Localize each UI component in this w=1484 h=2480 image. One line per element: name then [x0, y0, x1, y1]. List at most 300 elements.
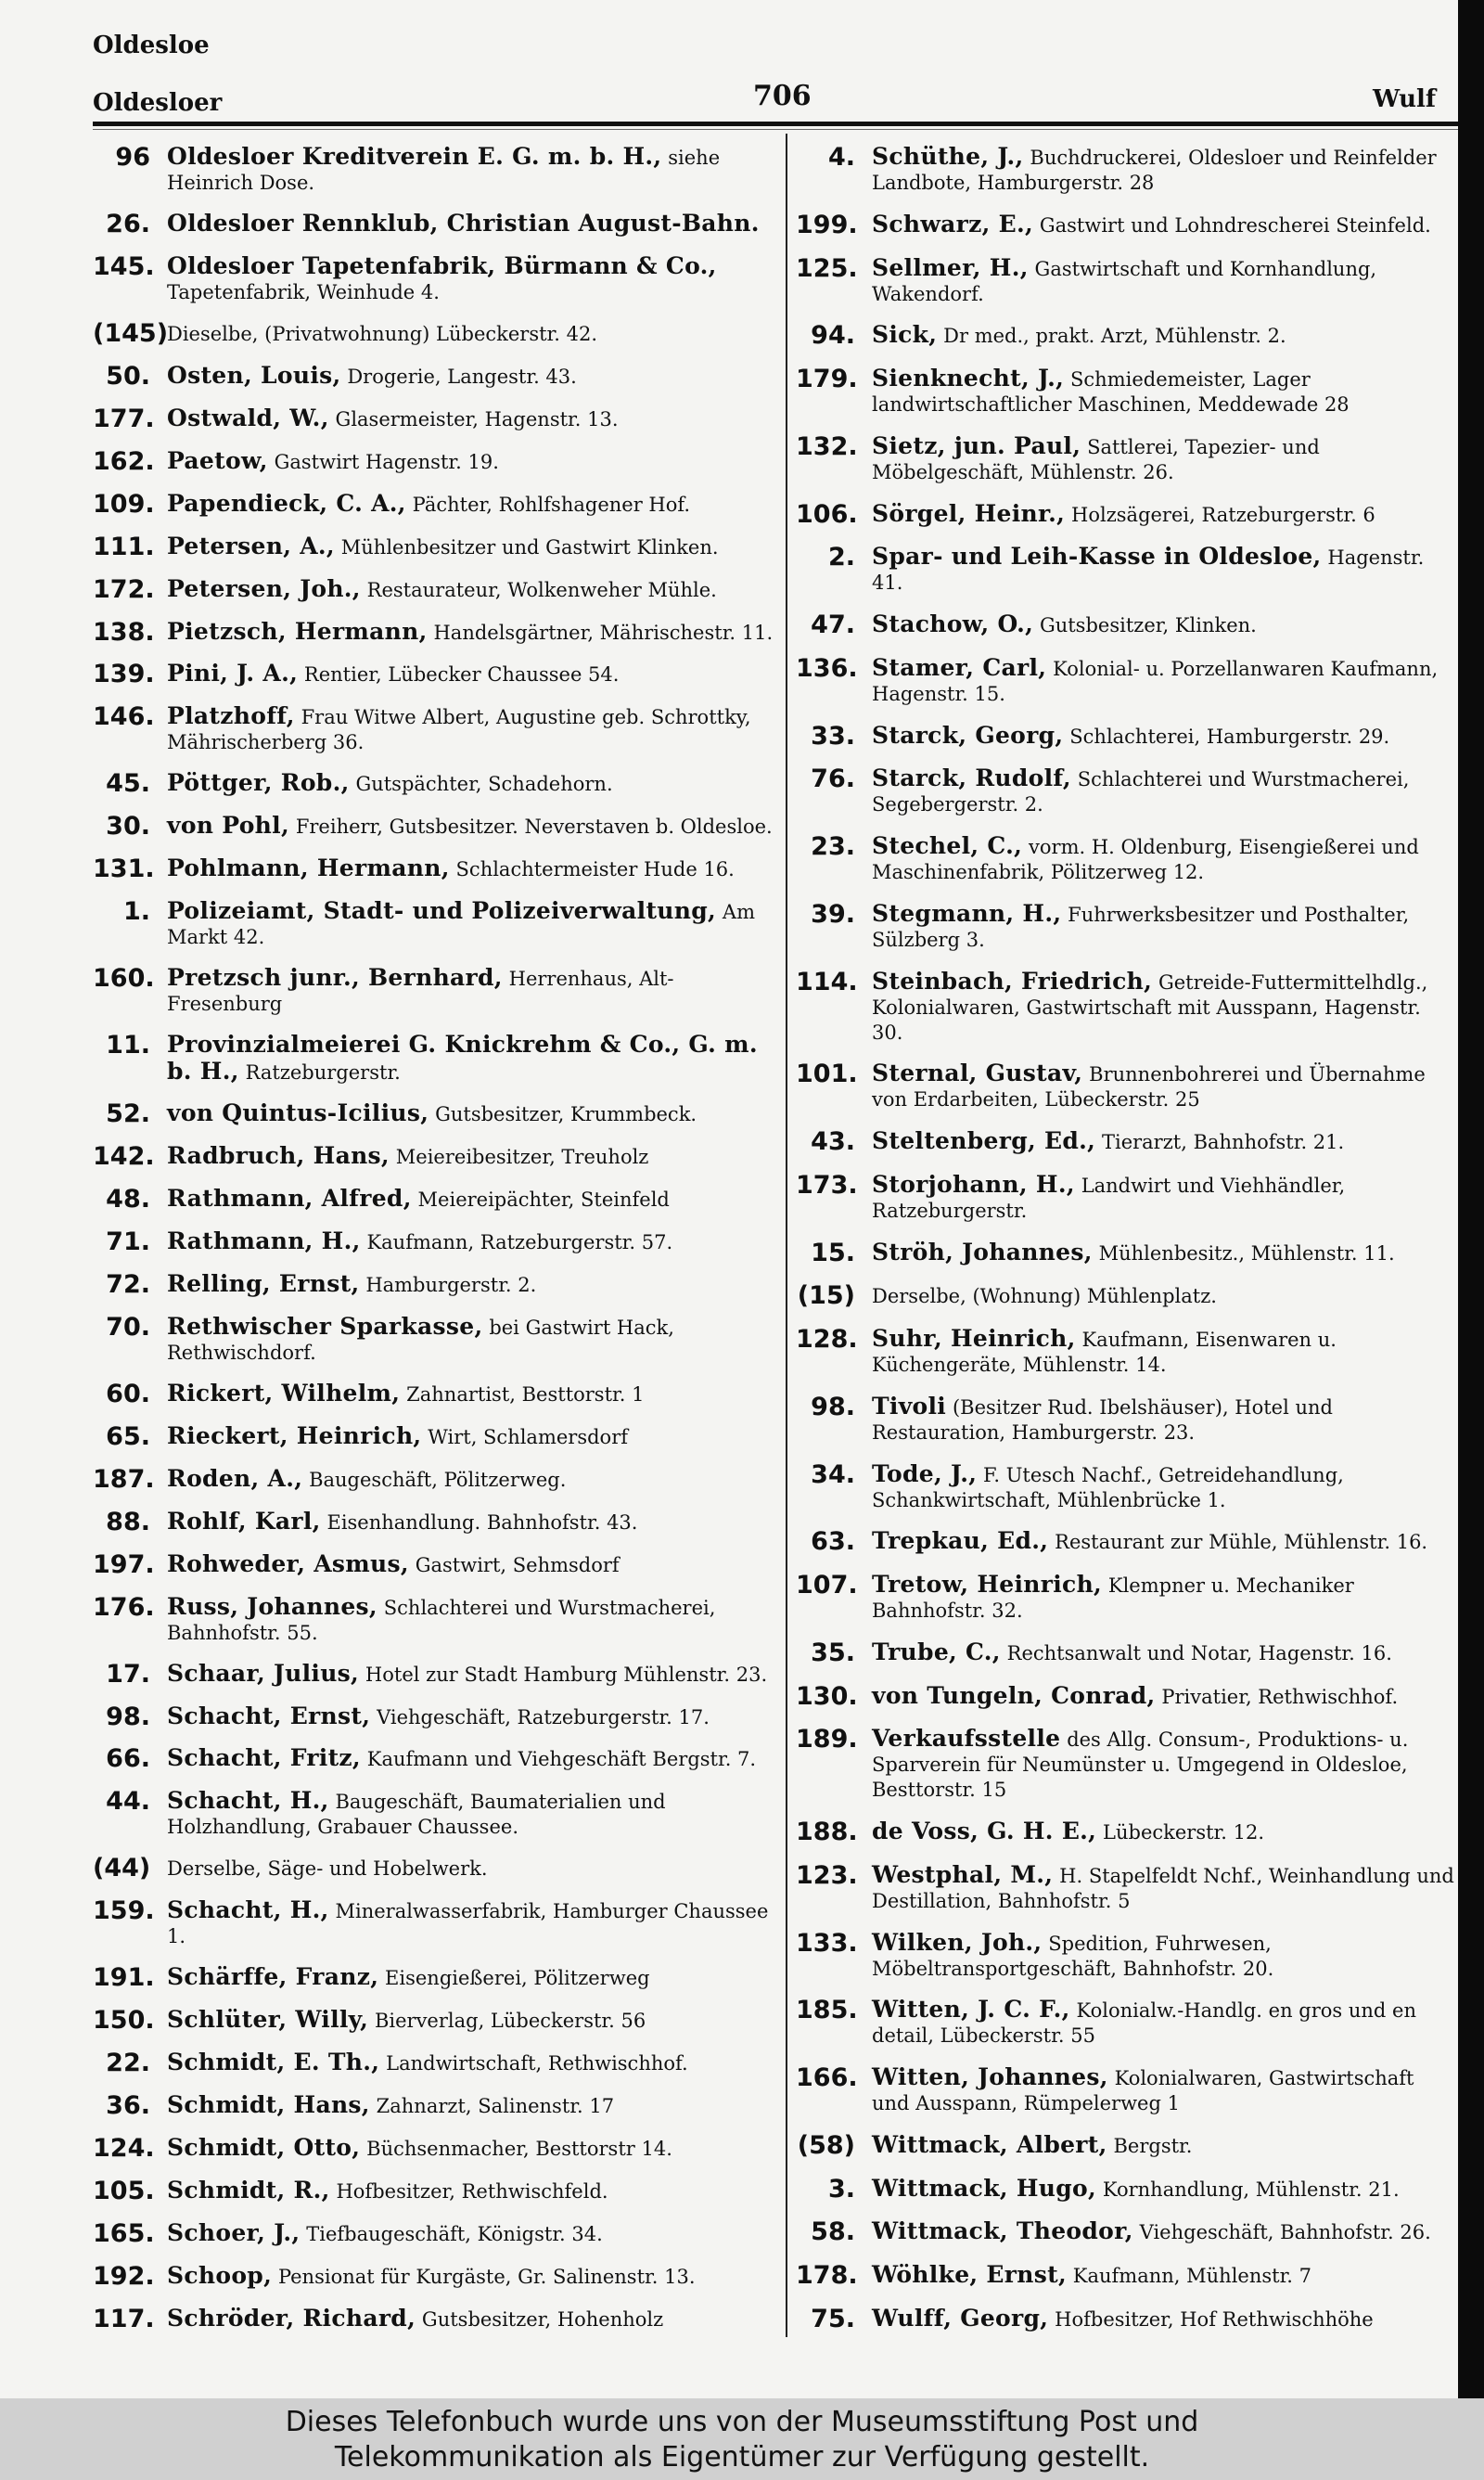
directory-entry — [796, 1639, 1456, 1667]
entry-phone-number: 197. — [93, 1549, 155, 1579]
entry-name: Schüthe, J., — [872, 143, 1024, 170]
entry-name: Stachow, O., — [872, 610, 1034, 637]
entry-name: Rieckert, Heinrich, — [167, 1421, 422, 1449]
directory-entry — [93, 2220, 779, 2248]
entry-phone-number: 30. — [106, 812, 150, 842]
entry-text — [872, 1326, 1456, 1378]
entry-description: Kolonialwaren, Gastwirtschaft und Ausspann, Rümpelerweg 1 — [872, 2067, 1414, 2114]
entry-text — [167, 2050, 779, 2076]
entry-text — [167, 2007, 779, 2034]
entry-name: Platzhoff, — [167, 702, 295, 730]
directory-entry — [93, 1788, 779, 1840]
entry-text — [872, 1128, 1456, 1155]
entry-name: Storjohann, H., — [872, 1170, 1075, 1198]
entry-name: Pietzsch, Hermann, — [167, 617, 428, 645]
entry-description: Wirt, Schlamersdorf — [428, 1425, 629, 1448]
directory-entry — [93, 1964, 779, 1992]
entry-description: Drogerie, Langestr. 43. — [347, 365, 577, 388]
entry-name: Wilken, Joh., — [872, 1928, 1043, 1956]
entry-name: Oldesloer Kreditverein E. G. m. b. H., — [167, 143, 662, 170]
scan-edge — [1458, 0, 1484, 2398]
entry-description: Meiereibesitzer, Treuholz — [395, 1146, 649, 1169]
entry-description: Freiherr, Gutsbesitzer. Neverstaven b. Oldesloe. — [295, 816, 773, 839]
entry-description: Gutsbesitzer, Hohenholz — [421, 2307, 664, 2331]
entry-name: Wöhlke, Ernst, — [872, 2261, 1067, 2288]
entry-name: Tretow, Heinrich, — [872, 1571, 1103, 1598]
entry-name: Pöttger, Rob., — [167, 769, 350, 797]
directory-entry — [796, 723, 1456, 751]
running-head-right: Wulf — [1373, 85, 1437, 113]
entry-description: Privatier, Rethwischhof. — [1161, 1685, 1399, 1708]
entry-name: de Voss, G. H. E., — [872, 1818, 1097, 1844]
entry-name: Steltenberg, Ed., — [872, 1127, 1096, 1154]
entry-phone-number: 187. — [93, 1464, 155, 1494]
entry-text — [167, 576, 779, 603]
entry-description: Kornhandlung, Mühlenstr. 21. — [1102, 2178, 1400, 2201]
entry-description: Tiefbaugeschäft, Königstr. 34. — [306, 2222, 603, 2245]
entry-text — [167, 1381, 779, 1407]
entry-phone-number: 88. — [106, 1507, 150, 1536]
entry-text — [167, 1964, 779, 1991]
entry-name: Sörgel, Heinr., — [872, 499, 1066, 527]
entry-description: vorm. H. Oldenburg, Eisengießerei und Maschinenfabrik, Pölitzerweg 12. — [872, 836, 1419, 883]
entry-text — [872, 1818, 1456, 1845]
entry-text — [872, 969, 1456, 1046]
entry-name: Osten, Louis, — [167, 361, 341, 389]
attribution-footer — [0, 2398, 1484, 2480]
directory-entry — [93, 1100, 779, 1128]
entry-name: Ostwald, W., — [167, 404, 329, 431]
directory-entry — [796, 1461, 1456, 1513]
entry-phone-number: 70. — [106, 1312, 150, 1342]
entry-text — [167, 533, 779, 560]
entry-description: bei Gastwirt Hack, Rethwischdorf. — [167, 1316, 674, 1364]
directory-entry — [93, 1271, 779, 1299]
entry-phone-number: 98. — [106, 1702, 150, 1731]
entry-description: Kaufmann, Mühlenstr. 7 — [1072, 2265, 1312, 2287]
entry-name: Sietz, jun. Paul, — [872, 431, 1081, 459]
entry-text — [167, 320, 779, 347]
entry-description: Lübeckerstr. 12. — [1103, 1821, 1265, 1844]
entry-description: Mineralwasserfabrik, Hamburger Chaussee 1. — [167, 1900, 769, 1948]
directory-entry — [93, 2135, 779, 2163]
entry-phone-number: 106. — [796, 499, 858, 529]
entry-description: Eisenhandlung. Bahnhofstr. 43. — [326, 1510, 638, 1534]
entry-phone-number: 179. — [796, 365, 858, 393]
entry-description: Fuhrwerksbesitzer und Posthalter, Sülzberg 3. — [872, 903, 1410, 951]
entry-description: F. Utesch Nachf., Getreidehandlung, Schankwirtschaft, Mühlenbrücke 1. — [872, 1463, 1344, 1511]
entry-phone-number: 128. — [796, 1325, 858, 1354]
entry-phone-number: 162. — [93, 446, 155, 476]
directory-entry — [796, 1930, 1456, 1982]
directory-entry — [93, 144, 779, 196]
entry-description: Büchsenmacher, Besttorstr 14. — [366, 2138, 672, 2161]
directory-entry — [93, 855, 779, 883]
running-head-left: Oldesloer — [93, 89, 223, 117]
entry-text — [872, 901, 1456, 953]
entry-description: Buchdruckerei, Oldesloer und Reinfelder Landbote, Hamburgerstr. 28 — [872, 147, 1437, 194]
entry-description: Gutsbesitzer, Klinken. — [1039, 614, 1257, 636]
directory-entry — [93, 1466, 779, 1494]
entry-phone-number: 50. — [106, 361, 150, 391]
entry-name: Sienknecht, J., — [872, 365, 1065, 392]
entry-name: von Quintus-Icilius, — [167, 1099, 429, 1127]
entry-text — [167, 661, 779, 687]
entry-description: Sattlerei, Tapezier- und Möbelgeschäft, Mühlenstr. 26. — [872, 435, 1320, 483]
entry-text — [167, 1661, 779, 1688]
directory-entry — [93, 253, 779, 305]
entry-description: Kolonial- u. Porzellanwaren Kaufmann, Hagenstr. 15. — [872, 657, 1439, 705]
entry-text — [167, 813, 779, 840]
entry-name: Schröder, Richard, — [167, 2304, 416, 2332]
directory-entry — [93, 1855, 779, 1882]
entry-phone-number: 71. — [106, 1227, 150, 1256]
entry-phone-number: 76. — [811, 765, 855, 794]
entry-text — [167, 1551, 779, 1578]
entry-description: Restaurant zur Mühle, Mühlenstr. 16. — [1055, 1531, 1428, 1554]
directory-entry — [796, 611, 1456, 639]
entry-phone-number: 47. — [811, 610, 855, 639]
entry-description: Schmiedemeister, Lager landwirtschaftlicher Maschinen, Meddewade 28 — [872, 368, 1350, 416]
entry-phone-number: 34. — [811, 1459, 855, 1489]
entry-name: Relling, Ernst, — [167, 1269, 360, 1297]
entry-text — [872, 2218, 1456, 2245]
entry-text — [167, 898, 779, 950]
entry-phone-number: 178. — [796, 2261, 858, 2290]
entry-phone-number: (44) — [93, 1854, 151, 1883]
entry-text — [872, 1572, 1456, 1624]
left-column — [93, 144, 779, 2333]
entry-text — [167, 1509, 779, 1536]
entry-text — [167, 253, 779, 305]
entry-phone-number: 130. — [796, 1681, 858, 1711]
directory-entry — [796, 901, 1456, 953]
directory-entry — [796, 1818, 1456, 1846]
entry-phone-number: 48. — [106, 1185, 150, 1214]
entry-description: Klempner u. Mechaniker Bahnhofstr. 32. — [872, 1574, 1354, 1622]
entry-phone-number: 2. — [827, 543, 855, 572]
entry-text — [872, 1282, 1456, 1309]
entry-text — [167, 1100, 779, 1127]
directory-entry — [93, 703, 779, 755]
directory-entry — [93, 2263, 779, 2291]
entry-phone-number: 114. — [796, 967, 858, 996]
entry-text — [167, 1314, 779, 1366]
entry-description: Kaufmann, Eisenwaren u. Küchengeräte, Mühlenstr. 14. — [872, 1329, 1337, 1376]
entry-description: Kolonialw.-Handlg. en gros und en detail, Lübeckerstr. 55 — [872, 1999, 1416, 2048]
entry-phone-number: 139. — [93, 660, 155, 689]
directory-entry — [93, 2007, 779, 2035]
entry-name: Trube, C., — [872, 1638, 1001, 1665]
entry-text — [872, 2306, 1456, 2332]
entry-name: Sternal, Gustav, — [872, 1060, 1083, 1087]
entry-text — [167, 363, 779, 390]
directory-entry — [93, 770, 779, 798]
entry-phone-number: 176. — [93, 1592, 155, 1622]
entry-phone-number: 101. — [796, 1060, 858, 1089]
entry-name: Russ, Johannes, — [167, 1592, 377, 1620]
entry-description: Hagenstr. 41. — [872, 546, 1425, 595]
entry-text — [167, 1745, 779, 1772]
entry-description: Schlachterei und Wurstmacherei, Bahnhofstr. 55. — [167, 1596, 716, 1644]
entry-description: Eisengießerei, Pölitzerweg — [385, 1967, 650, 1990]
entry-name: Paetow, — [167, 446, 268, 474]
entry-phone-number: 191. — [93, 1963, 155, 1993]
header-rule — [93, 122, 1458, 126]
directory-entry — [796, 2262, 1456, 2290]
directory-entry — [93, 1897, 779, 1949]
entry-phone-number: 172. — [93, 574, 155, 604]
entry-text — [872, 2262, 1456, 2289]
entry-text — [167, 1855, 779, 1882]
entry-text — [872, 1683, 1456, 1710]
entry-text — [872, 1930, 1456, 1982]
directory-entry — [796, 1128, 1456, 1156]
directory-entry — [796, 1862, 1456, 1914]
entry-phone-number: 124. — [93, 2134, 155, 2164]
entry-name: Papendieck, C. A., — [167, 489, 406, 517]
entry-phone-number: 33. — [811, 721, 855, 751]
entry-text — [167, 1271, 779, 1298]
entry-name: Schacht, Ernst, — [167, 1702, 371, 1729]
entry-name: Steinbach, Friedrich, — [872, 967, 1153, 995]
entry-phone-number: 165. — [93, 2218, 155, 2248]
entry-description: (Besitzer Rud. Ibelshäuser), Hotel und Restauration, Hamburgerstr. 23. — [872, 1395, 1333, 1444]
entry-description: Schlachterei und Wurstmacherei, Segebergerstr. 2. — [872, 768, 1410, 816]
entry-text — [167, 144, 779, 196]
entry-description: Handelsgärtner, Mährischestr. 11. — [433, 621, 774, 644]
entry-description: Gastwirtschaft und Kornhandlung, Wakendorf. — [872, 257, 1377, 305]
entry-description: Bergstr. — [1113, 2134, 1193, 2157]
directory-entry — [796, 1172, 1456, 1224]
entry-name: Starck, Rudolf, — [872, 765, 1071, 792]
entry-phone-number: 72. — [106, 1269, 150, 1299]
entry-name: Provinzialmeierei G. Knickrehm & Co., G. m. b. H., — [167, 1031, 758, 1086]
entry-description: Derselbe, Säge- und Hobelwerk. — [167, 1857, 488, 1881]
entry-name: Rickert, Wilhelm, — [167, 1379, 401, 1407]
directory-entry — [93, 1423, 779, 1451]
entry-phone-number: 45. — [106, 769, 150, 799]
entry-text — [167, 2178, 779, 2204]
entry-text — [167, 1186, 779, 1213]
entry-description: Tierarzt, Bahnhofstr. 21. — [1101, 1131, 1345, 1153]
entry-name: Trepkau, Ed., — [872, 1527, 1049, 1555]
entry-text — [872, 212, 1456, 238]
entry-name: Petersen, Joh., — [167, 574, 361, 602]
entry-phone-number: 60. — [106, 1379, 150, 1408]
entry-phone-number: 131. — [93, 855, 155, 884]
directory-entry — [93, 898, 779, 950]
directory-entry — [796, 1683, 1456, 1711]
entry-description: Schlachtermeister Hude 16. — [455, 858, 735, 881]
entry-name: Rohlf, Karl, — [167, 1507, 321, 1535]
entry-phone-number: 52. — [106, 1099, 150, 1129]
entry-description: Brunnenbohrerei und Übernahme von Erdarbeiten, Lübeckerstr. 25 — [872, 1063, 1426, 1112]
entry-name: Stechel, C., — [872, 832, 1023, 859]
directory-entry — [796, 144, 1456, 196]
directory-entry — [796, 1726, 1456, 1803]
directory-entry — [796, 2064, 1456, 2116]
entry-text — [167, 2263, 779, 2290]
directory-entry — [93, 965, 779, 1017]
entry-description: siehe Heinrich Dose. — [167, 147, 721, 194]
entry-description: Frau Witwe Albert, Augustine geb. Schrottky, Mährischerberg 36. — [167, 706, 751, 754]
entry-text — [872, 1240, 1456, 1266]
entry-name: Verkaufsstelle — [872, 1725, 1061, 1753]
directory-entry — [93, 661, 779, 688]
entry-name: Starck, Georg, — [872, 721, 1064, 749]
entry-name: Petersen, A., — [167, 532, 335, 559]
entry-text — [872, 2064, 1456, 2116]
entry-name: Schaar, Julius, — [167, 1659, 360, 1687]
entry-name: Sellmer, H., — [872, 253, 1029, 281]
entry-phone-number: 173. — [796, 1170, 858, 1200]
entry-phone-number: 185. — [796, 1996, 858, 2025]
entry-description: Kaufmann und Viehgeschäft Bergstr. 7. — [366, 1748, 757, 1771]
entry-name: Tivoli — [872, 1392, 947, 1420]
entry-text — [167, 2135, 779, 2162]
entry-phone-number: 23. — [811, 832, 855, 861]
directory-entry — [796, 322, 1456, 350]
entry-phone-number: 98. — [811, 1392, 855, 1421]
entry-text — [167, 855, 779, 882]
entry-name: Oldesloer Tapetenfabrik, Bürmann & Co., — [167, 251, 717, 279]
entry-phone-number: 160. — [93, 964, 155, 994]
entry-text — [167, 2092, 779, 2119]
directory-entry — [93, 363, 779, 391]
entry-text — [872, 1528, 1456, 1555]
entry-phone-number: 146. — [93, 702, 155, 732]
entry-phone-number: 3. — [827, 2174, 855, 2204]
entry-name: Pretzsch junr., Bernhard, — [167, 964, 503, 992]
entry-description: Gastwirt und Lohndrescherei Steinfeld. — [1039, 213, 1431, 237]
entry-text — [167, 1788, 779, 1840]
entry-phone-number: 189. — [796, 1725, 858, 1754]
entry-text — [167, 770, 779, 797]
entry-description: Meiereipächter, Steinfeld — [417, 1189, 670, 1212]
entry-description: Viehgeschäft, Ratzeburgerstr. 17. — [377, 1705, 710, 1728]
directory-entry — [796, 2306, 1456, 2333]
directory-entry — [796, 1572, 1456, 1624]
directory-entry — [93, 1661, 779, 1689]
entry-text — [167, 1423, 779, 1450]
directory-entry — [796, 655, 1456, 707]
entry-name: Witten, J. C. F., — [872, 1996, 1070, 2024]
entry-phone-number: 123. — [796, 1860, 858, 1890]
entry-name: Schmidt, R., — [167, 2177, 330, 2204]
entry-phone-number: 66. — [106, 1744, 150, 1774]
entry-phone-number: 39. — [811, 899, 855, 929]
entry-description: Getreide-Futtermittelhdlg., Kolonialwaren, Gastwirtschaft mit Ausspann, Hagenstr. 30. — [872, 970, 1428, 1044]
header-rule-thin — [93, 129, 1458, 130]
entry-phone-number: 132. — [796, 431, 858, 461]
entry-phone-number: 36. — [106, 2091, 150, 2121]
entry-description: Gutspächter, Schadehorn. — [355, 773, 613, 796]
directory-entry — [796, 1394, 1456, 1446]
entry-phone-number: 136. — [796, 653, 858, 683]
entry-name: Roden, A., — [167, 1464, 303, 1492]
entry-description: Glasermeister, Hagenstr. 13. — [335, 407, 619, 430]
entry-text — [872, 366, 1456, 418]
directory-entry — [93, 2050, 779, 2077]
entry-name: Pini, J. A., — [167, 660, 299, 687]
directory-entry — [796, 544, 1456, 596]
entry-phone-number: 105. — [93, 2177, 155, 2206]
page-number: 706 — [753, 80, 812, 112]
entry-name: Schmidt, Hans, — [167, 2091, 370, 2119]
entry-name: von Pohl, — [167, 812, 289, 840]
entry-text — [872, 655, 1456, 707]
entry-text — [167, 703, 779, 755]
entry-description: Bierverlag, Lübeckerstr. 56 — [374, 2010, 646, 2033]
directory-entry — [93, 1228, 779, 1256]
entry-name: Schmidt, Otto, — [167, 2134, 361, 2162]
entry-phone-number: 188. — [796, 1818, 858, 1846]
entry-name: Stamer, Carl, — [872, 653, 1047, 681]
entry-phone-number: 125. — [796, 253, 858, 283]
entry-text — [167, 405, 779, 432]
entry-phone-number: 44. — [106, 1787, 150, 1817]
entry-description: Kaufmann, Ratzeburgerstr. 57. — [366, 1230, 673, 1253]
entry-name: Rathmann, Alfred, — [167, 1185, 412, 1213]
directory-entry — [796, 501, 1456, 529]
entry-phone-number: (15) — [797, 1281, 855, 1311]
entry-phone-number: 111. — [93, 532, 155, 561]
entry-phone-number: 22. — [106, 2049, 150, 2078]
entry-phone-number: 117. — [93, 2304, 155, 2333]
entry-name: Wittmack, Hugo, — [872, 2174, 1096, 2202]
entry-description: Ratzeburgerstr. — [245, 1061, 401, 1085]
entry-phone-number: 199. — [796, 210, 858, 239]
entry-phone-number: 26. — [106, 209, 150, 238]
entry-name: Sick, — [872, 321, 938, 349]
entry-description: Schlachterei, Hamburgerstr. 29. — [1069, 725, 1390, 748]
entry-name: Schoop, — [167, 2261, 273, 2289]
directory-entry — [796, 2218, 1456, 2246]
directory-entry — [93, 533, 779, 561]
entry-text — [167, 1466, 779, 1493]
entry-text — [872, 723, 1456, 750]
entry-name: Schacht, Fritz, — [167, 1744, 361, 1772]
directory-entry — [796, 212, 1456, 239]
directory-entry — [93, 405, 779, 433]
directory-entry — [93, 2306, 779, 2333]
directory-entry — [796, 366, 1456, 418]
entry-phone-number: 65. — [106, 1421, 150, 1451]
entry-description: Mühlenbesitz., Mühlenstr. 11. — [1098, 1241, 1395, 1265]
entry-description: Mühlenbesitzer und Gastwirt Klinken. — [340, 535, 719, 559]
entry-name: Witten, Johannes, — [872, 2063, 1108, 2090]
entry-description: Spedition, Fuhrwesen, Möbeltransportgeschäft, Bahnhofstr. 20. — [872, 1932, 1274, 1980]
entry-text — [872, 144, 1456, 196]
entry-phone-number: 35. — [811, 1638, 855, 1667]
entry-description: Viehgeschäft, Bahnhofstr. 26. — [1139, 2221, 1431, 2244]
directory-entry — [93, 448, 779, 476]
entry-phone-number: 94. — [811, 321, 855, 351]
entry-phone-number: 11. — [106, 1031, 150, 1060]
entry-description: Zahnarzt, Salinenstr. 17 — [376, 2095, 615, 2118]
entry-name: Wulff, Georg, — [872, 2304, 1049, 2332]
entry-description: Dr med., prakt. Arzt, Mühlenstr. 2. — [943, 325, 1286, 348]
entry-phone-number: (58) — [797, 2130, 855, 2160]
entry-name: Schacht, H., — [167, 1787, 329, 1815]
entry-text — [167, 1594, 779, 1646]
entry-name: Tode, J., — [872, 1459, 978, 1487]
entry-text — [167, 211, 779, 238]
directory-entry — [93, 491, 779, 519]
entry-text — [872, 501, 1456, 528]
directory-entry — [796, 1240, 1456, 1267]
